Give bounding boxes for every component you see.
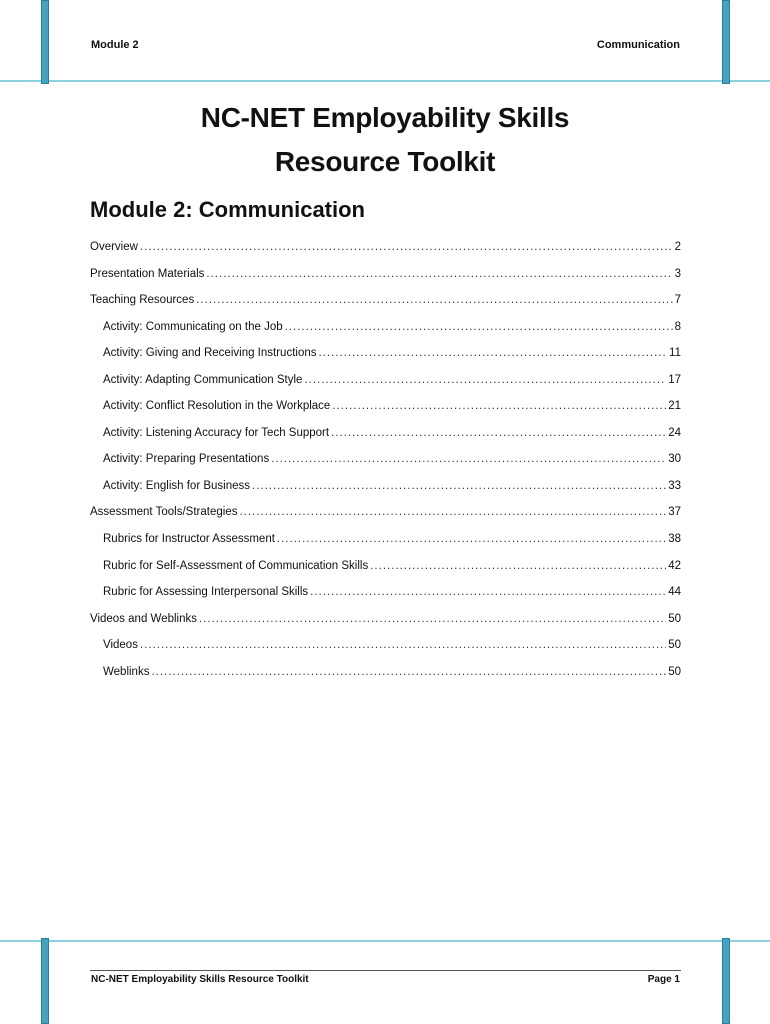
toc-entry-title: Activity: Giving and Receiving Instructions xyxy=(103,347,317,360)
toc-entry-title: Assessment Tools/Strategies xyxy=(90,506,238,519)
toc-entry-page-number: 7 xyxy=(674,294,681,307)
toc-dot-leader xyxy=(310,586,666,598)
toc-entry[interactable] xyxy=(90,400,681,427)
toc-entry-title: Activity: Adapting Communication Style xyxy=(103,373,303,386)
toc-entry[interactable] xyxy=(90,560,681,587)
toc-dot-leader xyxy=(206,268,672,280)
toc-entry-title: Rubric for Assessing Interpersonal Skills xyxy=(103,586,309,599)
document-title xyxy=(0,96,770,184)
toc-dot-leader xyxy=(196,294,672,306)
toc-entry[interactable] xyxy=(90,241,681,268)
toc-entry-title: Videos xyxy=(103,639,138,652)
toc-entry-title: Presentation Materials xyxy=(90,267,205,280)
toc-entry-page-number: 33 xyxy=(668,479,681,492)
toc-entry-title: Rubric for Self-Assessment of Communication Skills xyxy=(103,559,369,572)
toc-entry-title: Rubrics for Instructor Assessment xyxy=(103,533,275,546)
toc-entry-title: Activity: Listening Accuracy for Tech Support xyxy=(103,426,330,439)
toc-entry[interactable] xyxy=(90,374,681,401)
toc-dot-leader xyxy=(370,560,666,572)
toc-entry[interactable] xyxy=(90,533,681,560)
toc-entry-page-number: 2 xyxy=(674,241,681,253)
table-of-contents xyxy=(90,241,681,692)
toc-dot-leader xyxy=(271,453,666,465)
toc-entry-page-number: 21 xyxy=(668,400,681,413)
header-module-label: Module 2 xyxy=(91,39,139,51)
toc-entry-title: Videos and Weblinks xyxy=(90,612,197,625)
toc-entry-page-number: 3 xyxy=(674,267,681,280)
toc-entry-page-number: 8 xyxy=(674,320,681,333)
footer-document-title: NC-NET Employability Skills Resource Toolkit xyxy=(91,974,309,985)
toc-entry[interactable] xyxy=(90,586,681,613)
toc-dot-leader xyxy=(318,347,667,359)
toc-entry[interactable] xyxy=(90,639,681,666)
toc-entry-title: Teaching Resources xyxy=(90,294,195,307)
top-border-line xyxy=(0,80,770,82)
toc-dot-leader xyxy=(277,533,666,545)
document-title-line-2: Resource Toolkit xyxy=(274,146,496,177)
toc-dot-leader xyxy=(285,321,673,333)
footer-rule xyxy=(90,970,681,971)
header-section-label: Communication xyxy=(596,39,680,51)
toc-entry-page-number: 24 xyxy=(668,426,681,439)
toc-dot-leader xyxy=(331,427,666,439)
toc-entry-page-number: 38 xyxy=(668,533,681,546)
toc-entry-title: Activity: English for Business xyxy=(103,479,251,492)
bottom-left-border-bar xyxy=(41,938,49,1024)
toc-entry-title: Weblinks xyxy=(103,665,150,678)
toc-entry-page-number: 50 xyxy=(668,612,681,625)
top-right-border-bar xyxy=(722,0,730,84)
toc-entry[interactable] xyxy=(90,480,681,507)
toc-entry[interactable] xyxy=(90,347,681,374)
toc-entry-page-number: 17 xyxy=(668,373,681,386)
toc-dot-leader xyxy=(332,400,666,412)
toc-entry[interactable] xyxy=(90,613,681,640)
toc-entry-title: Activity: Communicating on the Job xyxy=(103,320,283,333)
top-left-border-bar xyxy=(41,0,49,84)
toc-entry-page-number: 50 xyxy=(668,665,681,678)
toc-dot-leader xyxy=(304,374,666,386)
bottom-border-line xyxy=(0,940,770,942)
toc-entry-title: Activity: Preparing Presentations xyxy=(103,453,270,466)
toc-entry[interactable] xyxy=(90,666,681,693)
toc-entry-page-number: 42 xyxy=(668,559,681,572)
toc-entry-page-number: 37 xyxy=(668,506,681,519)
toc-entry[interactable] xyxy=(90,453,681,480)
module-heading: Module 2: Communication xyxy=(90,197,365,222)
toc-entry[interactable] xyxy=(90,321,681,348)
toc-dot-leader xyxy=(252,480,666,492)
footer-page-number: Page 1 xyxy=(647,974,680,985)
toc-entry[interactable] xyxy=(90,506,681,533)
toc-entry-title: Activity: Conflict Resolution in the Workplace xyxy=(103,400,331,413)
toc-dot-leader xyxy=(151,666,666,678)
toc-entry-page-number: 11 xyxy=(669,347,681,360)
toc-entry-page-number: 50 xyxy=(668,639,681,652)
toc-entry-page-number: 44 xyxy=(668,586,681,599)
toc-entry-title: Overview xyxy=(90,241,138,253)
bottom-right-border-bar xyxy=(722,938,730,1024)
toc-entry[interactable] xyxy=(90,268,681,295)
toc-entry-page-number: 30 xyxy=(668,453,681,466)
toc-dot-leader xyxy=(199,613,666,625)
document-title-line-1: NC-NET Employability Skills xyxy=(200,102,570,133)
toc-entry[interactable] xyxy=(90,427,681,454)
toc-dot-leader xyxy=(140,241,673,253)
toc-dot-leader xyxy=(239,506,666,518)
toc-entry[interactable] xyxy=(90,294,681,321)
toc-dot-leader xyxy=(140,639,666,651)
